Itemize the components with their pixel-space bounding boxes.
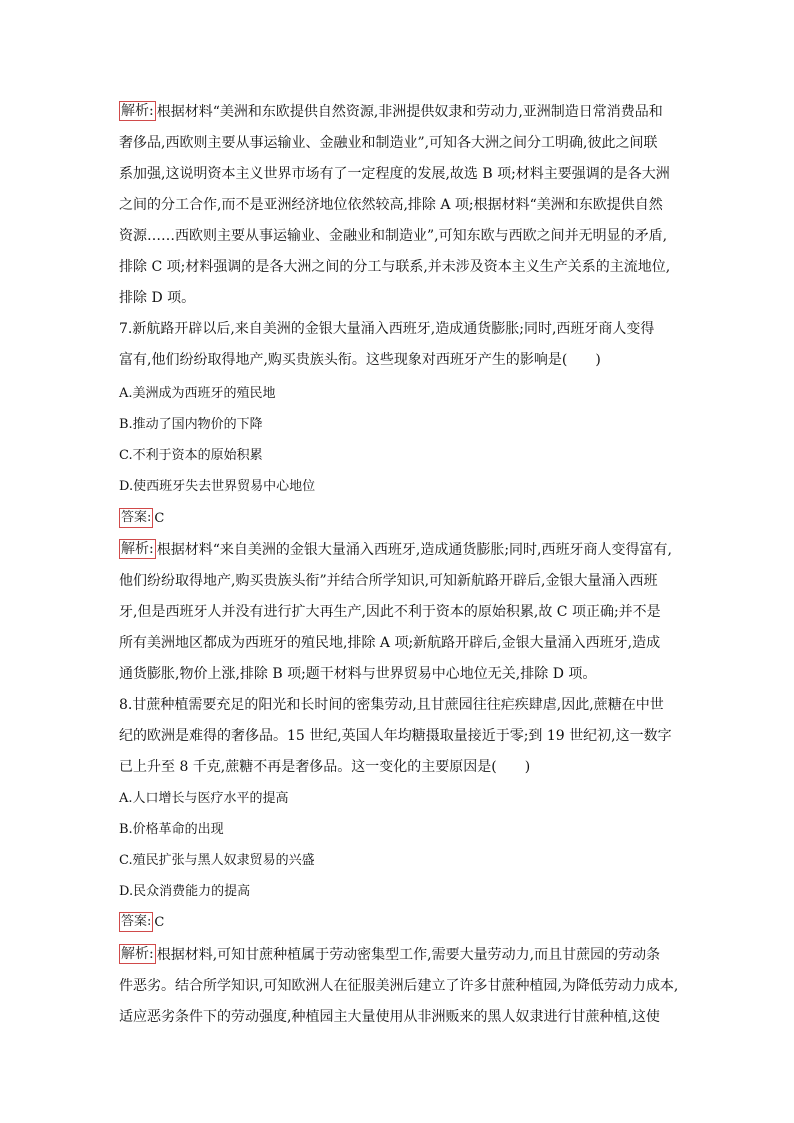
q7-analysis <box>119 535 689 690</box>
text-line: 解析: 根据材料“来自美洲的金银大量涌入西班牙,造成通货膨胀;同时,西班牙商人变得富有, <box>121 541 672 558</box>
analysis-tag: 解析: <box>121 541 154 557</box>
answer-tag: 答案: <box>119 508 153 528</box>
text-line: 排除 C 项;材料强调的是各大洲之间的分工与联系,并未涉及资本主义生产关系的主流地位, <box>119 259 671 275</box>
question-7-stem <box>119 314 689 376</box>
q8-answer <box>119 912 164 933</box>
text-line: 牙,但是西班牙人并没有进行扩大再生产,因此不利于资本的原始积累,故 C 项正确;并不是 <box>119 604 661 620</box>
q7-answer <box>119 508 164 529</box>
q8-option-c: C.殖民扩张与黑人奴隶贸易的兴盛 <box>119 853 315 868</box>
answer-tag: 答案: <box>119 912 153 932</box>
answer-value: C <box>154 915 165 930</box>
q7-option-a: A.美洲成为西班牙的殖民地 <box>119 386 276 401</box>
text-line: 富有,他们纷纷取得地产,购买贵族头衔。这些现象对西班牙产生的影响是( ) <box>119 352 601 368</box>
text-line: 8.甘蔗种植需要充足的阳光和长时间的密集劳动,且甘蔗园往往疟疾肆虐,因此,蔗糖在中世 <box>119 697 664 713</box>
text-line: 系加强,这说明资本主义世界市场有了一定程度的发展,故选 B 项;材料主要强调的是各大洲 <box>119 166 670 182</box>
text-line: 通货膨胀,物价上涨,排除 B 项;题干材料与世界贸易中心地位无关,排除 D 项。 <box>119 666 597 682</box>
text-line: 7.新航路开辟以后,来自美洲的金银大量涌入西班牙,造成通货膨胀;同时,西班牙商人变得 <box>119 321 655 337</box>
text-line: 资源……西欧则主要从事运输业、金融业和制造业”,可知东欧与西欧之间并无明显的矛盾, <box>119 228 668 244</box>
question-8-stem <box>119 690 689 783</box>
text-line: 他们纷纷取得地产,购买贵族头衔”并结合所学知识,可知新航路开辟后,金银大量涌入西班 <box>119 573 658 589</box>
q7-option-c: C.不利于资本的原始积累 <box>119 448 263 463</box>
text-line: 解析: 根据材料,可知甘蔗种植属于劳动密集型工作,需要大量劳动力,而且甘蔗园的劳动条 <box>121 946 661 963</box>
analysis-block-q6 <box>119 97 689 314</box>
analysis-tag: 解析: <box>121 946 154 962</box>
analysis-tag: 解析: <box>121 103 154 119</box>
q7-option-d: D.使西班牙失去世界贸易中心地位 <box>119 479 316 494</box>
q8-option-b: B.价格革命的出现 <box>119 822 224 837</box>
q8-analysis <box>119 940 689 1033</box>
text-line: 已上升至 8 千克,蔗糖不再是奢侈品。这一变化的主要原因是( ) <box>119 759 531 775</box>
text-line: 奢侈品,西欧则主要从事运输业、金融业和制造业”,可知各大洲之间分工明确,彼此之间联 <box>119 135 658 151</box>
answer-value: C <box>154 511 165 526</box>
text-line: 解析: 根据材料“美洲和东欧提供自然资源,非洲提供奴隶和劳动力,亚洲制造日常消费品和 <box>121 103 663 120</box>
text-line: 适应恶劣条件下的劳动强度,种植园主大量使用从非洲贩来的黑人奴隶进行甘蔗种植,这使 <box>119 1009 660 1025</box>
text-line: 之间的分工合作,而不是亚洲经济地位依然较高,排除 A 项;根据材料“美洲和东欧提供自然 <box>119 197 663 213</box>
text-line: 排除 D 项。 <box>119 290 196 306</box>
text-line: 件恶劣。结合所学知识,可知欧洲人在征服美洲后建立了许多甘蔗种植园,为降低劳动力成本, <box>119 978 679 994</box>
q7-option-b: B.推动了国内物价的下降 <box>119 417 263 432</box>
q8-option-a: A.人口增长与医疗水平的提高 <box>119 791 289 806</box>
text-line: 纪的欧洲是难得的奢侈品。15 世纪,英国人年均糖摄取量接近于零;到 19 世纪初,这一数字 <box>119 728 672 744</box>
text-line: 所有美洲地区都成为西班牙的殖民地,排除 A 项;新航路开辟后,金银大量涌入西班牙,造成 <box>119 635 661 651</box>
q8-option-d: D.民众消费能力的提高 <box>119 884 251 899</box>
